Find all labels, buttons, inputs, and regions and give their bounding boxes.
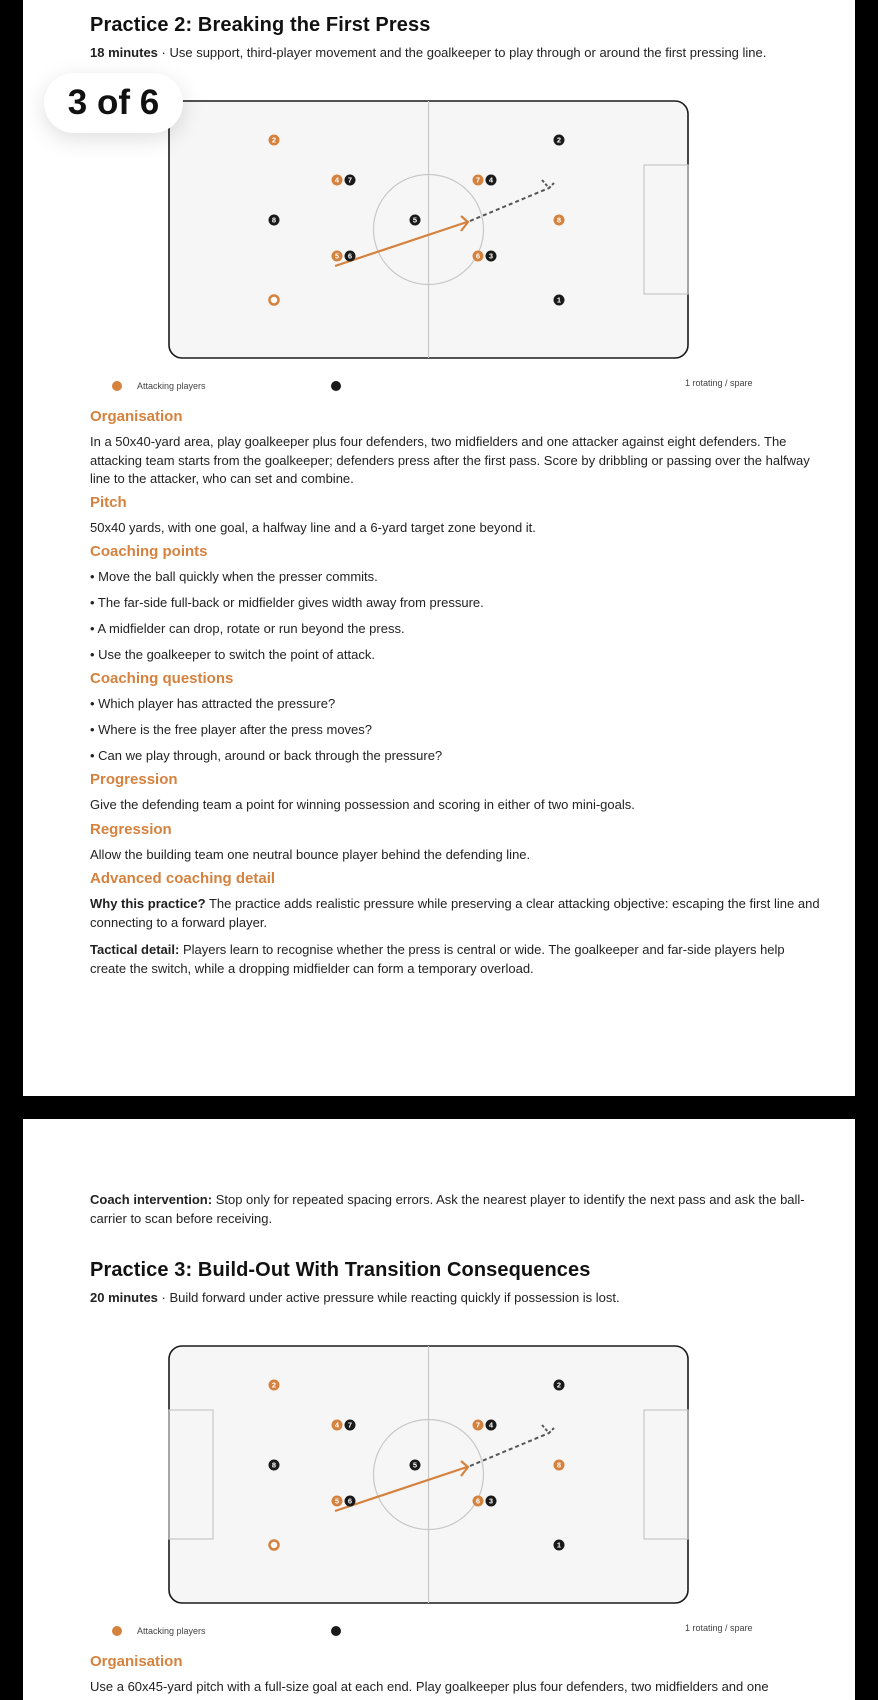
pitch-heading: Pitch: [90, 493, 127, 511]
practice-2-summary: 18 minutes · Use support, third-player movement and the goalkeeper to play through or around the first pressing line.: [90, 45, 767, 60]
player-marker: [332, 175, 343, 186]
player-number: 7: [347, 1420, 353, 1430]
player-marker: [554, 1460, 565, 1471]
player-marker: [486, 1496, 497, 1507]
pitch-diagram: [145, 100, 711, 360]
player-marker: [554, 135, 565, 146]
player-number: 4: [334, 175, 340, 185]
coaching-question: • Can we play through, around or back through the pressure?: [90, 748, 443, 763]
player-number: 8: [271, 215, 277, 225]
page-1: [23, 0, 855, 1096]
player-number: 7: [347, 175, 353, 185]
player-marker: [269, 1460, 280, 1471]
player-marker: [270, 296, 279, 305]
player-number: 4: [334, 1420, 340, 1430]
player-marker: [269, 215, 280, 226]
player-marker: [410, 1460, 421, 1471]
player-number: 2: [271, 1380, 277, 1390]
player-marker: [345, 175, 356, 186]
practice-2-title: Practice 2: Breaking the First Press: [90, 14, 431, 36]
legend-rotating-spare: 1 rotating / spare: [685, 1623, 753, 1633]
player-number: 7: [475, 1420, 481, 1430]
organisation-heading: Organisation: [90, 1653, 183, 1670]
player-number: 4: [488, 1420, 494, 1430]
player-number: 6: [475, 1496, 481, 1506]
player-number: 8: [556, 215, 562, 225]
player-number: 6: [475, 251, 481, 261]
pitch-diagram: [145, 1345, 711, 1605]
practice-3-header: [90, 1259, 820, 1305]
player-marker: [410, 215, 421, 226]
player-marker: [270, 1541, 279, 1550]
coaching-point: • Move the ball quickly when the presser commits.: [90, 569, 378, 584]
organisation-text: Use a 60x45-yard pitch with a full-size goal at each end. Play goalkeeper plus four defenders, two midfielders and one: [90, 1679, 769, 1694]
legend-attack-dot: [112, 381, 122, 391]
coaching-point: • A midfielder can drop, rotate or run beyond the press.: [90, 621, 405, 636]
player-number: 2: [556, 135, 562, 145]
player-dot: [270, 1541, 279, 1550]
practice-3-summary: 20 minutes · Build forward under active pressure while reacting quickly if possession is lost.: [90, 1290, 620, 1305]
pitch-text: 50x40 yards, with one goal, a halfway line and a 6-yard target zone beyond it.: [90, 519, 536, 535]
progression-heading: Progression: [90, 771, 178, 788]
player-number: 8: [556, 1460, 562, 1470]
player-marker: [486, 251, 497, 262]
progression-text: Give the defending team a point for winning possession and scoring in either of two mini-goals.: [90, 797, 635, 812]
regression-text: Allow the building team one neutral bounce player behind the defending line.: [90, 846, 531, 862]
player-number: 5: [334, 251, 340, 261]
coach-intervention: Coach intervention: Stop only for repeated spacing errors. Ask the nearest player to identify the next pass and ask the ball-carrier to scan before receiving.: [90, 1192, 805, 1226]
practice-2-body: [90, 408, 820, 978]
player-marker: [269, 1380, 280, 1391]
page-counter-badge: 3 of 6: [44, 73, 183, 133]
player-number: 2: [271, 135, 277, 145]
organisation-text: In a 50x40-yard area, play goalkeeper plus four defenders, two midfielders and one attacker against eight defenders. The attacking team starts from the goalkeeper; defenders press after the first pass. Score by dribbling or passing over the halfway line to the attacker, who can set and combine.: [90, 434, 810, 486]
coaching-point: • The far-side full-back or midfielder gives width away from pressure.: [90, 595, 484, 610]
player-marker: [554, 1540, 565, 1551]
coaching-point: • Use the goalkeeper to switch the point of attack.: [90, 647, 375, 662]
player-number: 5: [412, 215, 418, 225]
player-number: 1: [556, 295, 562, 305]
player-marker: [332, 251, 343, 262]
player-marker: [554, 295, 565, 306]
coaching-question: • Which player has attracted the pressure?: [90, 696, 336, 711]
player-number: 3: [488, 1496, 494, 1506]
player-marker: [345, 1420, 356, 1431]
player-number: 4: [488, 175, 494, 185]
player-marker: [332, 1496, 343, 1507]
player-marker: [345, 251, 356, 262]
player-number: 5: [334, 1496, 340, 1506]
practice-2-duration: 18 minutes: [90, 45, 158, 60]
why-this-practice: Why this practice? The practice adds realistic pressure while preserving a clear attacking objective: escaping the first line and connecting to a forward player.: [90, 896, 820, 930]
player-number: 3: [488, 251, 494, 261]
player-marker: [486, 175, 497, 186]
player-number: 5: [412, 1460, 418, 1470]
page-2: [23, 1119, 855, 1700]
player-marker: [473, 1496, 484, 1507]
legend-defend-dot: [331, 1626, 341, 1636]
player-marker: [473, 1420, 484, 1431]
practice-3-body: [90, 1653, 820, 1697]
player-dot: [270, 296, 279, 305]
player-marker: [269, 135, 280, 146]
organisation-heading: Organisation: [90, 408, 183, 425]
player-marker: [554, 215, 565, 226]
player-marker: [345, 1496, 356, 1507]
practice-3-duration: 20 minutes: [90, 1290, 158, 1305]
player-number: 6: [347, 1496, 353, 1506]
legend-defend-dot: [331, 381, 341, 391]
practice-2-header: [90, 14, 820, 60]
coaching-questions-heading: Coaching questions: [90, 670, 234, 687]
player-number: 1: [556, 1540, 562, 1550]
practice-3-title: Practice 3: Build-Out With Transition Consequences: [90, 1259, 591, 1281]
player-number: 7: [475, 175, 481, 185]
player-marker: [473, 251, 484, 262]
player-number: 2: [556, 1380, 562, 1390]
coaching-points-heading: Coaching points: [90, 543, 208, 560]
coaching-question: • Where is the free player after the press moves?: [90, 722, 373, 737]
player-marker: [554, 1380, 565, 1391]
player-number: 8: [271, 1460, 277, 1470]
legend-attack-dot: [112, 1626, 122, 1636]
legend-attacking-players: Attacking players: [137, 1626, 206, 1636]
legend-rotating-spare: 1 rotating / spare: [685, 378, 753, 388]
player-number: 6: [347, 251, 353, 261]
player-marker: [473, 175, 484, 186]
advanced-heading: Advanced coaching detail: [90, 870, 276, 887]
regression-heading: Regression: [90, 820, 172, 838]
player-marker: [332, 1420, 343, 1431]
player-marker: [486, 1420, 497, 1431]
legend-attacking-players: Attacking players: [137, 381, 206, 391]
tactical-detail: Tactical detail: Players learn to recognise whether the press is central or wide. The goalkeeper and far-side players help create the switch, while a dropping midfielder can form a temporary overload.: [90, 942, 785, 976]
